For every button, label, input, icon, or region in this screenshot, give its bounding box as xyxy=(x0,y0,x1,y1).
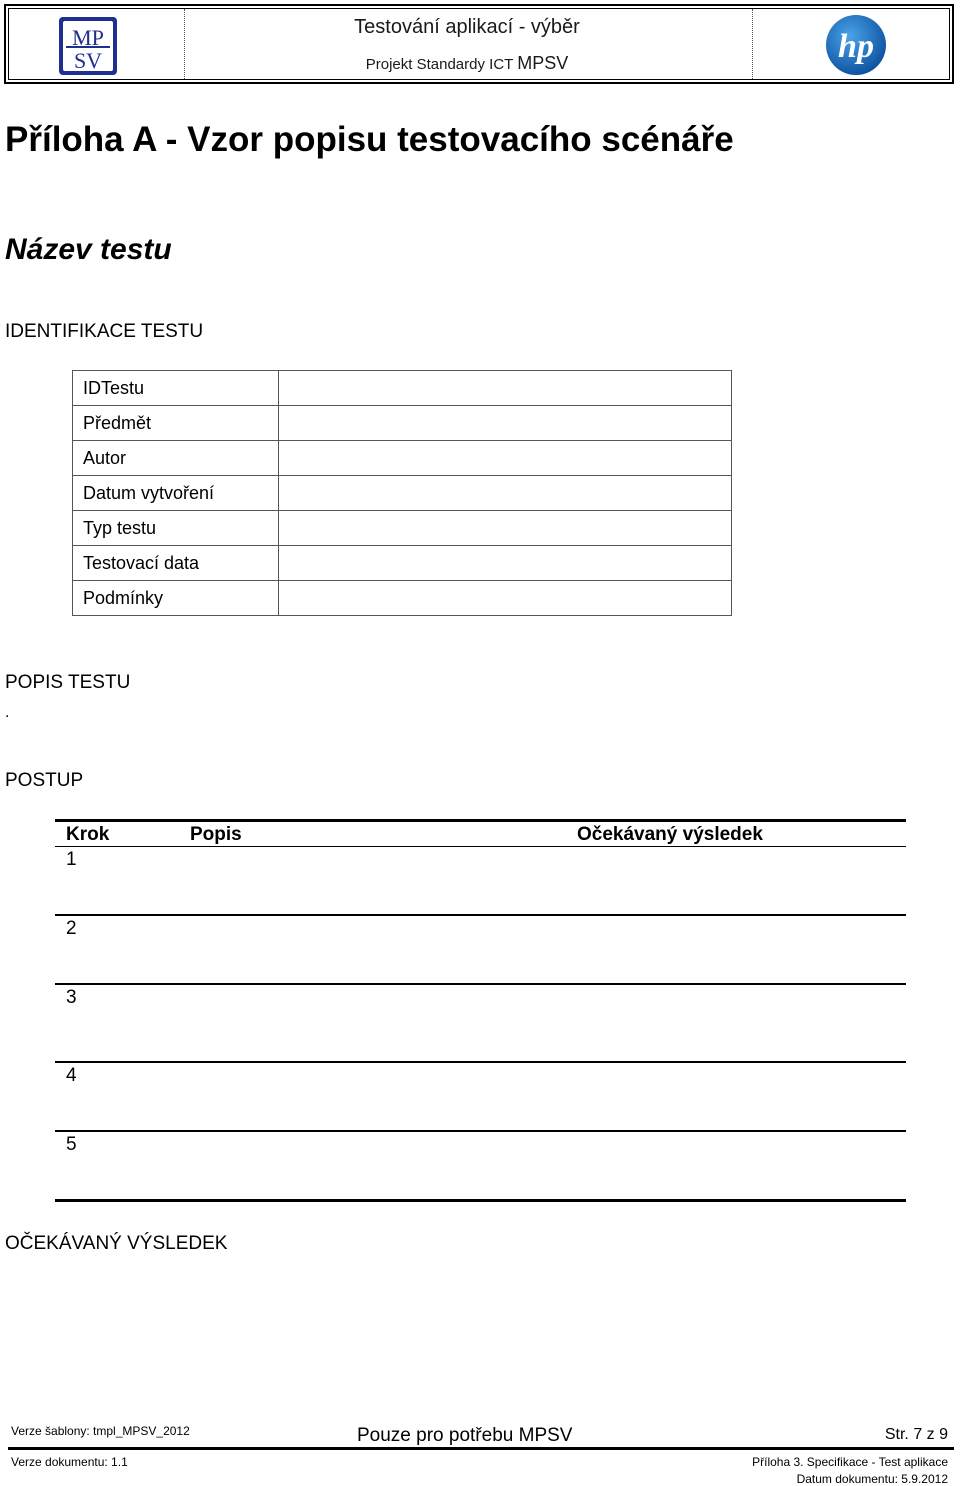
page-title: Příloha A - Vzor popisu testovacího scénáře xyxy=(5,120,734,159)
row-label: Datum vytvoření xyxy=(73,476,279,511)
header-title: Testování aplikací - výběr xyxy=(354,16,580,38)
header-subtitle-suffix: MPSV xyxy=(517,53,569,73)
table-row xyxy=(73,546,732,581)
row-value[interactable] xyxy=(279,371,732,406)
row-label: Autor xyxy=(73,441,279,476)
column-header-description: Popis xyxy=(190,824,242,845)
svg-text:MP: MP xyxy=(72,25,104,50)
row-label: Předmět xyxy=(73,406,279,441)
identification-table xyxy=(72,370,732,616)
table-row xyxy=(55,1132,906,1202)
description-text: . xyxy=(5,704,10,721)
expected-result-heading: OČEKÁVANÝ VÝSLEDEK xyxy=(5,1233,228,1254)
column-header-step: Krok xyxy=(66,824,110,845)
header-subtitle xyxy=(184,53,750,74)
table-header-row xyxy=(55,822,906,847)
header-divider xyxy=(752,9,753,79)
row-value[interactable] xyxy=(279,406,732,441)
mpsv-logo xyxy=(58,16,118,76)
table-row xyxy=(73,581,732,616)
footer-rule xyxy=(8,1447,954,1450)
footer-template-version: Verze šablony: tmpl_MPSV_2012 xyxy=(11,1424,190,1438)
step-number: 1 xyxy=(66,849,77,870)
table-row xyxy=(73,476,732,511)
row-value[interactable] xyxy=(279,476,732,511)
header-subtitle-prefix: Projekt Standardy ICT xyxy=(365,56,514,73)
table-row xyxy=(73,371,732,406)
step-number: 2 xyxy=(66,918,77,939)
row-label: Podmínky xyxy=(73,581,279,616)
column-header-expected: Očekávaný výsledek xyxy=(577,824,763,845)
table-row xyxy=(55,985,906,1063)
step-number: 5 xyxy=(66,1134,77,1155)
step-number: 3 xyxy=(66,987,77,1008)
svg-text:hp: hp xyxy=(838,28,874,65)
description-heading: POPIS TESTU xyxy=(5,672,131,693)
footer-usage: Pouze pro potřebu MPSV xyxy=(357,1425,573,1446)
row-label: IDTestu xyxy=(73,371,279,406)
step-number: 4 xyxy=(66,1065,77,1086)
table-row xyxy=(73,441,732,476)
row-label: Typ testu xyxy=(73,511,279,546)
table-row xyxy=(73,406,732,441)
table-row xyxy=(55,847,906,916)
procedure-heading: POSTUP xyxy=(5,770,84,791)
test-name-heading: Název testu xyxy=(5,233,172,266)
row-value[interactable] xyxy=(279,581,732,616)
row-value[interactable] xyxy=(279,546,732,581)
row-value[interactable] xyxy=(279,511,732,546)
table-row xyxy=(73,511,732,546)
footer-page-number: Str. 7 z 9 xyxy=(884,1426,948,1443)
procedure-table xyxy=(55,819,906,1202)
table-row xyxy=(55,916,906,985)
svg-text:SV: SV xyxy=(73,48,103,73)
footer-doc-version: Verze dokumentu: 1.1 xyxy=(11,1455,128,1469)
row-label: Testovací data xyxy=(73,546,279,581)
hp-logo xyxy=(824,13,888,77)
footer-attachment: Příloha 3. Specifikace - Test aplikace xyxy=(752,1455,948,1469)
row-value[interactable] xyxy=(279,441,732,476)
identification-heading: IDENTIFIKACE TESTU xyxy=(5,321,204,342)
table-row xyxy=(55,1063,906,1132)
footer-doc-date: Datum dokumentu: 5.9.2012 xyxy=(796,1472,948,1486)
